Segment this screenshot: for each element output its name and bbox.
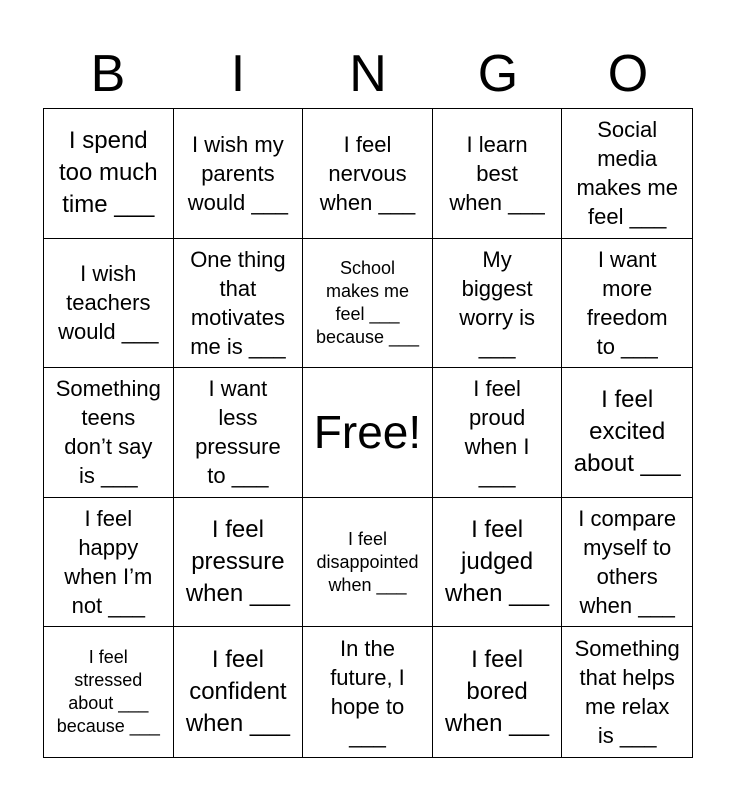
bingo-cell[interactable] <box>433 239 563 369</box>
bingo-cell-text: Something that helps me relax is ___ <box>574 636 680 749</box>
bingo-cell-text: I feel pressure when ___ <box>185 516 290 608</box>
bingo-cell-text: I feel happy when I’m not ___ <box>64 506 153 619</box>
bingo-cell-text: I learn best when ___ <box>449 131 545 215</box>
bingo-cell-text: I want less pressure to ___ <box>195 376 281 489</box>
bingo-card-grid <box>43 108 693 758</box>
bingo-cell-text: I feel excited about ___ <box>573 386 681 478</box>
bingo-cell[interactable] <box>562 109 692 239</box>
bingo-cell-text: I wish teachers would ___ <box>58 261 159 345</box>
bingo-cell-text: Something teens don’t say is ___ <box>55 376 161 489</box>
bingo-cell[interactable] <box>562 498 692 628</box>
bingo-free-cell[interactable] <box>303 368 433 498</box>
bingo-cell-text: I feel bored when ___ <box>445 646 550 738</box>
bingo-cell[interactable] <box>174 368 304 498</box>
bingo-cell[interactable] <box>433 368 563 498</box>
bingo-cell-text: I feel confident when ___ <box>185 646 290 738</box>
bingo-cell[interactable] <box>562 368 692 498</box>
header-letter-b: B <box>90 45 126 103</box>
bingo-cell[interactable] <box>303 109 433 239</box>
bingo-cell-text: I feel judged when ___ <box>445 516 550 608</box>
bingo-cell[interactable] <box>174 627 304 757</box>
bingo-cell-text: I feel proud when I ___ <box>464 376 530 489</box>
bingo-cell[interactable] <box>433 498 563 628</box>
bingo-cell[interactable] <box>174 109 304 239</box>
bingo-header <box>43 40 693 108</box>
bingo-cell[interactable] <box>433 109 563 239</box>
bingo-cell[interactable] <box>303 498 433 628</box>
bingo-cell-text: In the future, I hope to ___ <box>330 636 405 749</box>
bingo-cell-text: I want more freedom to ___ <box>586 246 668 359</box>
header-letter-n: N <box>349 45 387 103</box>
bingo-cell[interactable] <box>44 239 174 369</box>
header-letter-g: G <box>477 45 519 103</box>
bingo-cell-text: I feel stressed about ___ because ___ <box>56 647 160 737</box>
bingo-cell[interactable] <box>303 239 433 369</box>
bingo-cell-text: I feel nervous when ___ <box>319 131 416 215</box>
bingo-cell-text: I feel disappointed when ___ <box>316 528 419 595</box>
bingo-cell-text: I compare myself to others when ___ <box>578 506 677 619</box>
bingo-cell-text: I spend too much time ___ <box>58 127 158 219</box>
bingo-cell[interactable] <box>174 239 304 369</box>
bingo-cell[interactable] <box>562 627 692 757</box>
bingo-cell-text: Social media makes me feel ___ <box>576 117 678 230</box>
bingo-cell[interactable] <box>44 368 174 498</box>
bingo-cell-text: My biggest worry is ___ <box>459 246 535 359</box>
header-letter-i: I <box>230 45 246 103</box>
bingo-cell[interactable] <box>174 498 304 628</box>
bingo-free-text: Free! <box>313 406 422 459</box>
bingo-cell[interactable] <box>44 109 174 239</box>
bingo-cell[interactable] <box>44 498 174 628</box>
bingo-cell[interactable] <box>44 627 174 757</box>
header-letter-o: O <box>607 45 649 103</box>
bingo-cell-text: I wish my parents would ___ <box>187 131 289 215</box>
bingo-cell-text: School makes me feel ___ because ___ <box>315 257 420 347</box>
bingo-cell[interactable] <box>303 627 433 757</box>
bingo-cell[interactable] <box>562 239 692 369</box>
bingo-cell[interactable] <box>433 627 563 757</box>
bingo-cell-text: One thing that motivates me is ___ <box>190 246 286 359</box>
